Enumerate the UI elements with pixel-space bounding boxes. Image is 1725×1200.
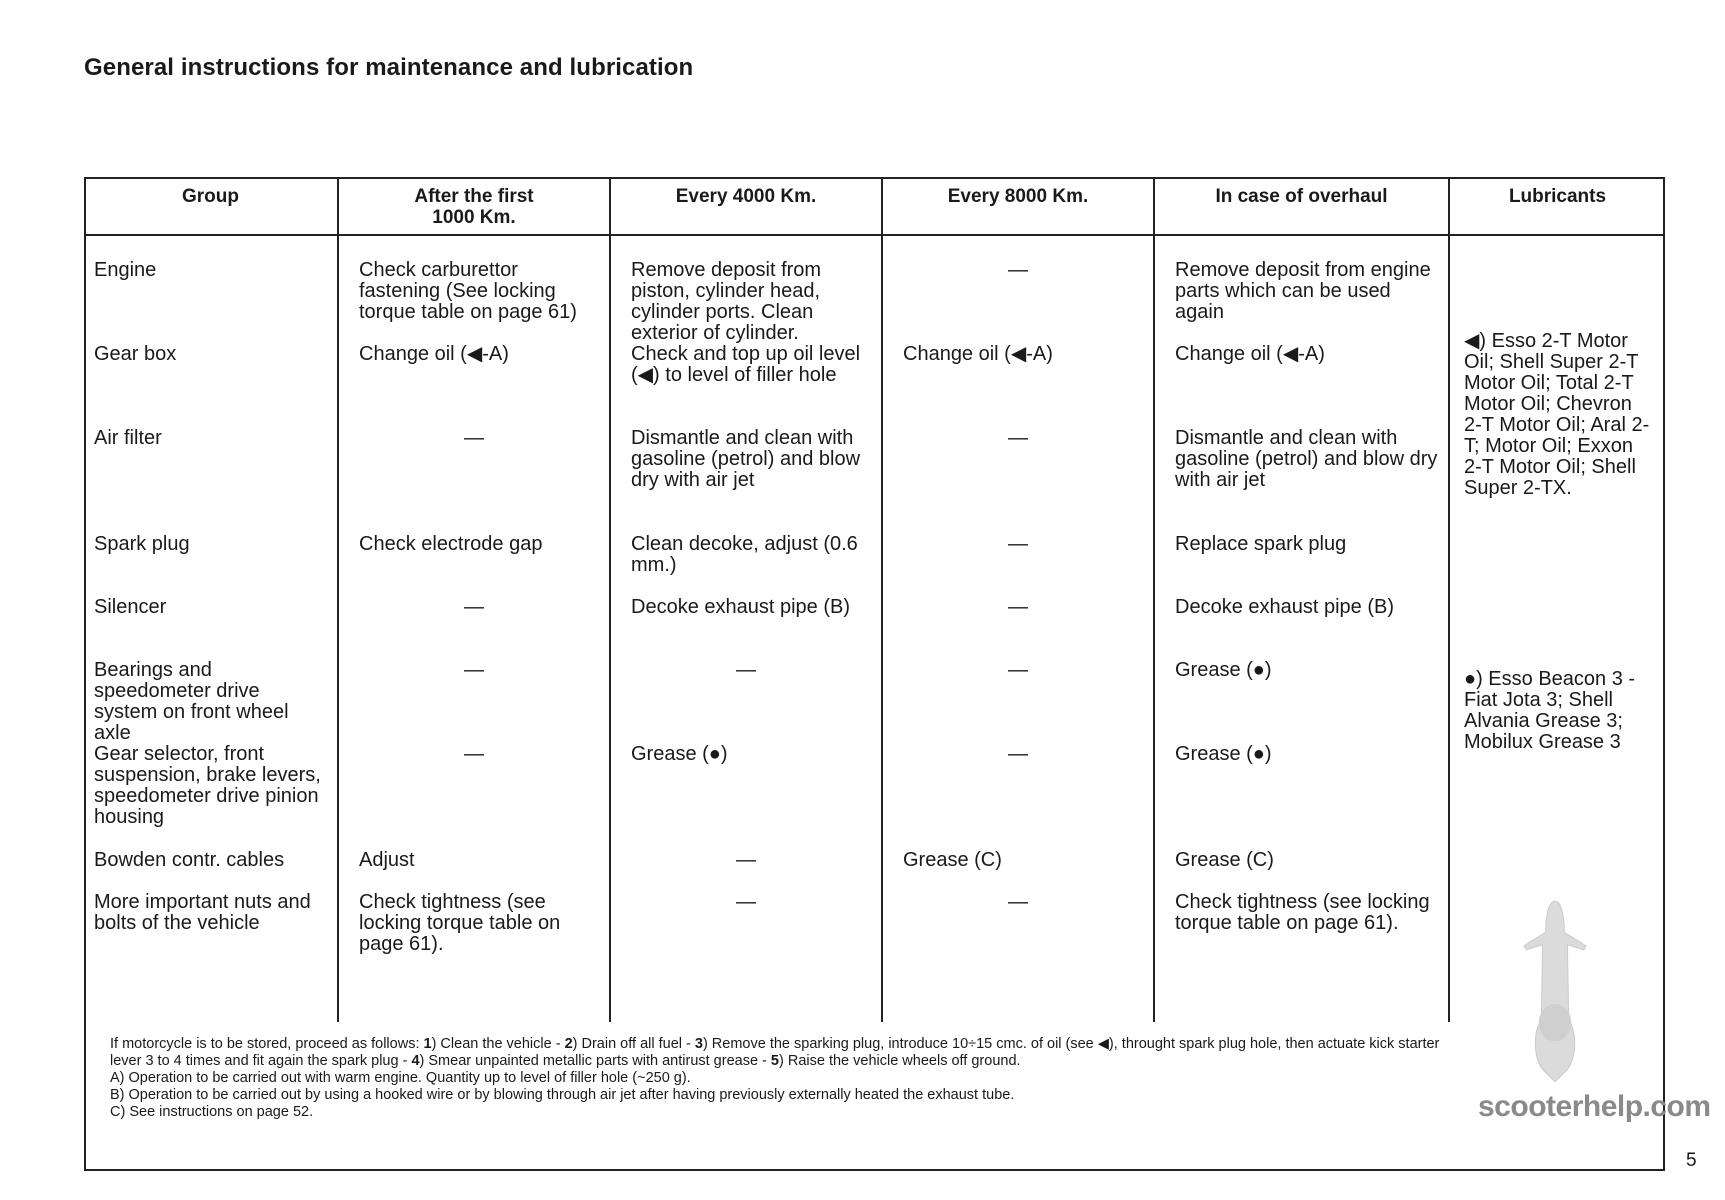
cell-overhaul: Grease (●)	[1154, 660, 1449, 744]
note-c: C) See instructions on page 52.	[110, 1104, 314, 1120]
page-title: General instructions for maintenance and lubrication	[84, 54, 694, 81]
cell-overhaul: Grease (●)	[1154, 744, 1449, 850]
cell-first-1000: Check electrode gap	[338, 534, 610, 597]
cell-overhaul: Change oil (◀-A)	[1154, 344, 1449, 428]
table-row	[84, 660, 1665, 744]
cell-overhaul: Dismantle and clean with gasoline (petrol) and blow dry with air jet	[1154, 428, 1449, 534]
cell-every-4000: —	[610, 892, 882, 1022]
step-text: ) Clean the vehicle -	[431, 1036, 565, 1052]
cell-overhaul: Grease (C)	[1154, 850, 1449, 892]
cell-every-8000: —	[882, 660, 1154, 744]
cell-overhaul: Replace spark plug	[1154, 534, 1449, 597]
cell-every-8000: Grease (C)	[882, 850, 1154, 892]
header-lubricants: Lubricants	[1449, 177, 1665, 235]
table-row	[84, 597, 1665, 660]
table-row	[84, 235, 1665, 344]
table-header-row	[84, 177, 1665, 235]
step-text: ) Drain off all fuel -	[572, 1036, 695, 1052]
cell-group: Spark plug	[94, 533, 190, 555]
cell-every-8000: —	[882, 534, 1154, 597]
cell-first-1000: —	[338, 660, 610, 744]
cell-overhaul: Remove deposit from engine parts which can be used again	[1154, 235, 1449, 344]
maintenance-table	[84, 177, 1665, 1022]
step-number: 4	[411, 1053, 420, 1069]
step-text: ) Smear unpainted metallic parts with antirust grease -	[419, 1053, 771, 1069]
cell-group: Bowden contr. cables	[94, 849, 285, 871]
cell-every-8000: Change oil (◀-A)	[882, 344, 1154, 428]
cell-every-4000: Remove deposit from piston, cylinder head, cylinder ports. Clean exterior of cylinder.	[610, 235, 882, 344]
cell-group: Gear selector, front suspension, brake levers, speedometer drive pinion housing	[94, 743, 321, 828]
header-first-1000-label: After the first 1000 Km.	[414, 186, 534, 228]
table-row	[84, 534, 1665, 597]
cell-every-8000: —	[882, 235, 1154, 344]
header-every-4000: Every 4000 Km.	[610, 177, 882, 235]
step-number: 5	[770, 1053, 779, 1069]
cell-every-4000: Dismantle and clean with gasoline (petrol) and blow dry with air jet	[610, 428, 882, 534]
cell-every-4000: Decoke exhaust pipe (B)	[610, 597, 882, 660]
header-first-1000	[338, 177, 610, 235]
table-row	[84, 344, 1665, 428]
storage-intro: If motorcycle is to be stored, proceed as follows:	[110, 1036, 424, 1052]
cell-first-1000: Check tightness (see locking torque table on page 61).	[338, 892, 610, 1022]
table-row	[84, 428, 1665, 534]
table-body	[84, 235, 1665, 1022]
cell-group: Air filter	[94, 427, 162, 449]
cell-first-1000: Change oil (◀-A)	[338, 344, 610, 428]
footnotes	[110, 1036, 1460, 1121]
cell-every-8000: —	[882, 892, 1154, 1022]
header-every-8000: Every 8000 Km.	[882, 177, 1154, 235]
cell-every-4000: —	[610, 850, 882, 892]
watermark: scooterhelp.com	[1478, 1090, 1711, 1123]
cell-every-8000: —	[882, 744, 1154, 850]
cell-group: Bearings and speedometer drive system on front wheel axle	[94, 659, 289, 744]
cell-every-8000: —	[882, 428, 1154, 534]
cell-first-1000: Adjust	[338, 850, 610, 892]
cell-first-1000: —	[338, 428, 610, 534]
step-text: ) Raise the vehicle wheels off ground.	[779, 1053, 1021, 1069]
lubricant-oil: ◀) Esso 2-T Motor Oil; Shell Super 2-T Motor Oil; Total 2-T Motor Oil; Chevron 2-T Motor Oil; Aral 2-T; Motor Oil; Exxon 2-T Motor Oil; Shell Super 2-TX.	[1464, 330, 1650, 499]
cell-every-4000: Clean decoke, adjust (0.6 mm.)	[610, 534, 882, 597]
scooter-illustration-icon	[1495, 895, 1615, 1085]
step-text: ) Remove the sparking plug, introduce 10÷15 cmc. of oil (see ◀), throught spark plug hole, then actuate kick starter lever 3 to 4 times and fit again the spark plug -	[110, 1036, 1440, 1069]
cell-every-4000: —	[610, 660, 882, 744]
cell-first-1000: —	[338, 597, 610, 660]
page-number: 5	[1686, 1150, 1697, 1171]
cell-first-1000: —	[338, 744, 610, 850]
step-number: 3	[694, 1036, 703, 1052]
cell-every-4000: Grease (●)	[610, 744, 882, 850]
header-group: Group	[84, 177, 338, 235]
table-row	[84, 850, 1665, 892]
cell-first-1000: Check carburettor fastening (See locking torque table on page 61)	[338, 235, 610, 344]
cell-group: Engine	[94, 259, 157, 281]
lubricant-grease: ●) Esso Beacon 3 - Fiat Jota 3; Shell Alvania Grease 3; Mobilux Grease 3	[1464, 668, 1636, 753]
table-row	[84, 744, 1665, 850]
note-a: A) Operation to be carried out with warm engine. Quantity up to level of filler hole (~250 g).	[110, 1070, 691, 1086]
cell-overhaul: Check tightness (see locking torque table on page 61).	[1154, 892, 1449, 1022]
cell-every-4000: Check and top up oil level (◀) to level of filler hole	[610, 344, 882, 428]
cell-group: More important nuts and bolts of the vehicle	[94, 891, 311, 934]
storage-note	[110, 1036, 1460, 1070]
cell-group: Gear box	[94, 343, 177, 365]
cell-every-8000: —	[882, 597, 1154, 660]
header-overhaul: In case of overhaul	[1154, 177, 1449, 235]
cell-group: Silencer	[94, 596, 167, 618]
step-number: 1	[423, 1036, 432, 1052]
cell-overhaul: Decoke exhaust pipe (B)	[1154, 597, 1449, 660]
table-row	[84, 892, 1665, 1022]
note-b: B) Operation to be carried out by using a hooked wire or by blowing through air jet after having previously externally heated the exhaust tube.	[110, 1087, 1015, 1103]
step-number: 2	[564, 1036, 573, 1052]
